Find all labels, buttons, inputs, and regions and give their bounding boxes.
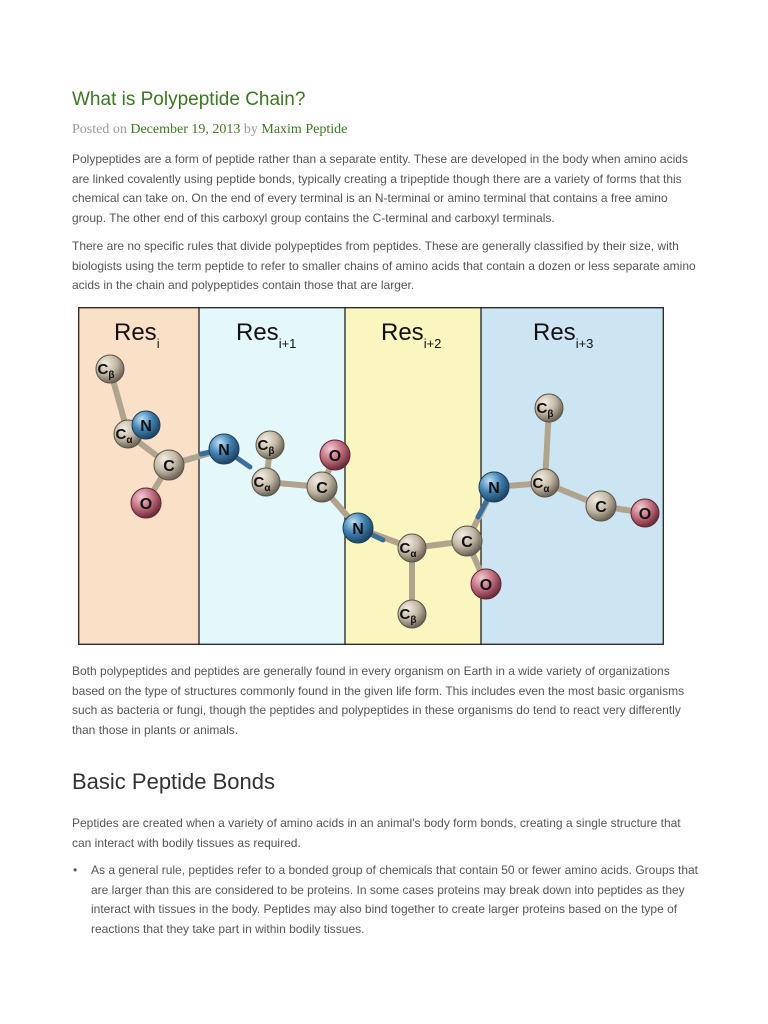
polypeptide-chain-figure <box>78 307 664 645</box>
residue-panel-i <box>78 307 199 645</box>
residue-label-i-plus-3: Res$_{i+3}$ <box>533 319 594 351</box>
c-alpha-atom <box>398 534 426 562</box>
svg-text:C: C <box>316 480 328 497</box>
c-beta-atom <box>398 600 426 628</box>
bullet-marker: • <box>73 863 78 877</box>
polypeptide-diagram <box>78 307 664 645</box>
residue-panel-i-plus-3 <box>481 307 663 645</box>
nitrogen-atom <box>132 411 160 439</box>
residue-label-i: Res$_i$ <box>114 319 160 351</box>
c-beta-atom <box>256 431 284 459</box>
svg-text:O: O <box>479 577 493 594</box>
svg-text:Cβ: $C_\beta$ <box>536 400 554 420</box>
nitrogen-atom <box>343 513 373 543</box>
intro-paragraph: Polypeptides are a form of peptide rather than a separate entity. These are developed in the body when amino acids are linked covalently using peptide bonds, typically creating a tripeptide though there are a variety of forms that this chemical can take on. On the end of every terminal is an N-terminal or amino terminal that contains a free amino group. The other end of this carboxyl group contains the C-terminal and carboxyl terminals. <box>72 152 688 225</box>
c-beta-atom <box>535 394 563 422</box>
nitrogen-atom <box>479 472 509 502</box>
svg-text:N: N <box>140 418 152 435</box>
svg-text:Cβ: $C_\beta$ <box>257 437 275 457</box>
post-date-link[interactable]: December 19, 2013 <box>130 122 241 137</box>
posted-on-label: Posted on <box>72 122 127 137</box>
residue-label-i-plus-2: Res$_{i+2}$ <box>381 319 442 351</box>
svg-text:Cα: $C_\alpha$ <box>532 475 550 495</box>
svg-text:Cα: $C_\alpha$ <box>399 540 417 560</box>
svg-text:Cα: $C_\alpha$ <box>253 474 271 494</box>
svg-text:C: C <box>163 458 175 475</box>
oxygen-atom <box>320 440 350 470</box>
list-item-text: As a general rule, peptides refer to a bonded group of chemicals that contain 50 or fewer amino acids. Groups that are larger than this are considered to be proteins. In some cases proteins may break down into peptides as they interact with tissues in the body. Peptides may also bind together to create larger proteins based on the type of reactions that they take part in within bodily tissues. <box>91 863 699 936</box>
carbon-atom <box>452 526 482 556</box>
section-heading: Basic Peptide Bonds <box>72 769 276 794</box>
svg-text:Cβ: $C_\beta$ <box>97 361 115 381</box>
definition-paragraph: There are no specific rules that divide polypeptides from peptides. These are generally classified by their size, with biologists using the term peptide to refer to smaller chains of amino acids that contain a dozen or less separate amino acids in the chain and polypeptides contain those that are larger. <box>72 239 696 292</box>
carbon-atom <box>154 450 184 480</box>
residue-label-i-plus-1: Res$_{i+1}$ <box>236 319 297 351</box>
post-meta <box>72 122 347 138</box>
svg-text:N: N <box>352 521 364 538</box>
c-alpha-atom <box>252 468 280 496</box>
by-label: by <box>243 122 258 137</box>
carbon-atom <box>307 472 337 502</box>
c-beta-atom <box>96 355 124 383</box>
svg-text:C: C <box>461 534 473 551</box>
list-item <box>72 861 702 939</box>
organisms-paragraph: Both polypeptides and peptides are generally found in every organism on Earth in a wide variety of organizations based on the type of structures commonly found in the given life form. This includes even the most basic organisms such as bacteria or fungi, though the peptides and polypeptides in these organisms do tend to react very differently than those in plants or animals. <box>72 664 685 737</box>
author-link[interactable]: Maxim Peptide <box>261 122 348 137</box>
svg-text:O: O <box>638 506 652 523</box>
svg-text:O: O <box>139 496 153 513</box>
svg-text:Cα: $C_\alpha$ <box>115 426 133 446</box>
oxygen-atom <box>471 569 501 599</box>
svg-text:O: O <box>328 448 342 465</box>
svg-text:N: N <box>488 480 500 497</box>
post-title[interactable]: What is Polypeptide Chain? <box>72 89 306 110</box>
bullet-list <box>72 861 702 939</box>
oxygen-atom <box>131 488 161 518</box>
svg-text:Cβ: $C_\beta$ <box>399 606 417 626</box>
c-alpha-atom <box>531 469 559 497</box>
section-intro-paragraph: Peptides are created when a variety of amino acids in an animal's body form bonds, creating a single structure that can interact with bodily tissues as required. <box>72 816 681 850</box>
nitrogen-atom <box>209 434 239 464</box>
carbon-atom <box>586 491 616 521</box>
svg-text:C: C <box>595 499 607 516</box>
svg-text:N: N <box>218 442 230 459</box>
oxygen-atom <box>631 499 659 527</box>
